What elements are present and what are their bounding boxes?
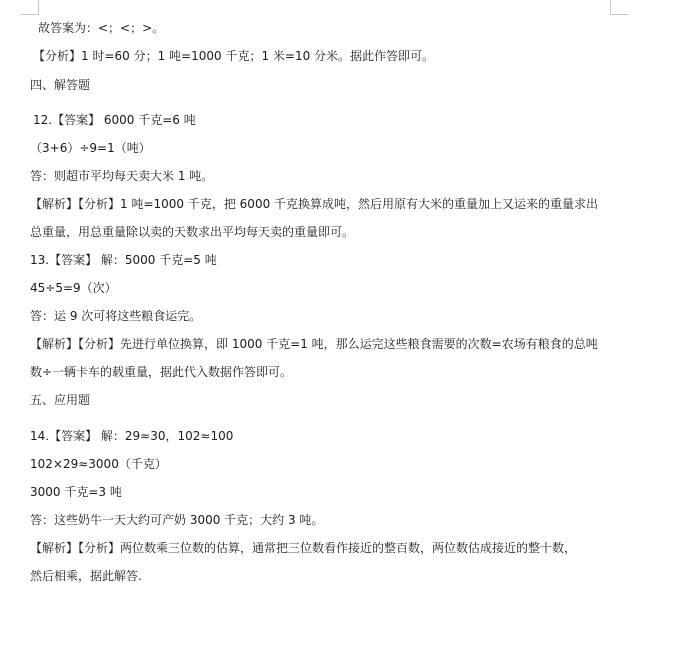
explanation-line-q12-1: 【解析】【分析】1 吨=1000 千克，把 6000 千克换算成吨，然后用原有大米的重量加上又运来的重量求出 [30,197,599,211]
analysis-line-q11: 【分析】1 时=60 分；1 吨=1000 千克；1 米=10 分米。据此作答即可。 [33,49,435,63]
reply-line-q12: 答：则超市平均每天卖大米 1 吨。 [30,169,214,183]
answer-line-q12: 12.【答案】 6000 千克=6 吨 [33,113,196,127]
explanation-line-q13-2: 数÷一辆卡车的载重量，据此代入数据作答即可。 [30,365,293,379]
explanation-line-q12-2: 总重量，用总重量除以卖的天数求出平均每天卖的重量即可。 [30,225,355,239]
answer-line-q13: 13.【答案】 解：5000 千克=5 吨 [30,253,217,267]
calc-line-q12: （3+6）÷9=1（吨） [30,141,151,155]
page-corner-mark-right [610,0,629,15]
reply-line-q13: 答：运 9 次可将这些粮食运完。 [30,309,202,323]
section-heading-5: 五、应用题 [30,393,91,407]
explanation-line-q13-1: 【解析】【分析】先进行单位换算，即 1000 千克=1 吨，那么运完这些粮食需要的次数=农场有粮食的总吨 [30,337,598,351]
calc-line-q14-1: 102×29≈3000（千克） [30,457,167,471]
section-heading-4: 四、解答题 [30,78,91,92]
answer-line-q11: 故答案为：<；<；>。 [38,21,165,35]
reply-line-q14: 答：这些奶牛一天大约可产奶 3000 千克；大约 3 吨。 [30,513,324,527]
explanation-line-q14-1: 【解析】【分析】两位数乘三位数的估算，通常把三位数看作接近的整百数，两位数估成接近的整十数， [30,541,577,555]
page-corner-mark-left [20,0,39,15]
answer-line-q14: 14.【答案】 解：29≈30，102≈100 [30,429,234,443]
calc-line-q14-2: 3000 千克=3 吨 [30,485,122,499]
explanation-line-q14-2: 然后相乘，据此解答. [30,569,142,583]
calc-line-q13: 45÷5=9（次） [30,281,117,295]
